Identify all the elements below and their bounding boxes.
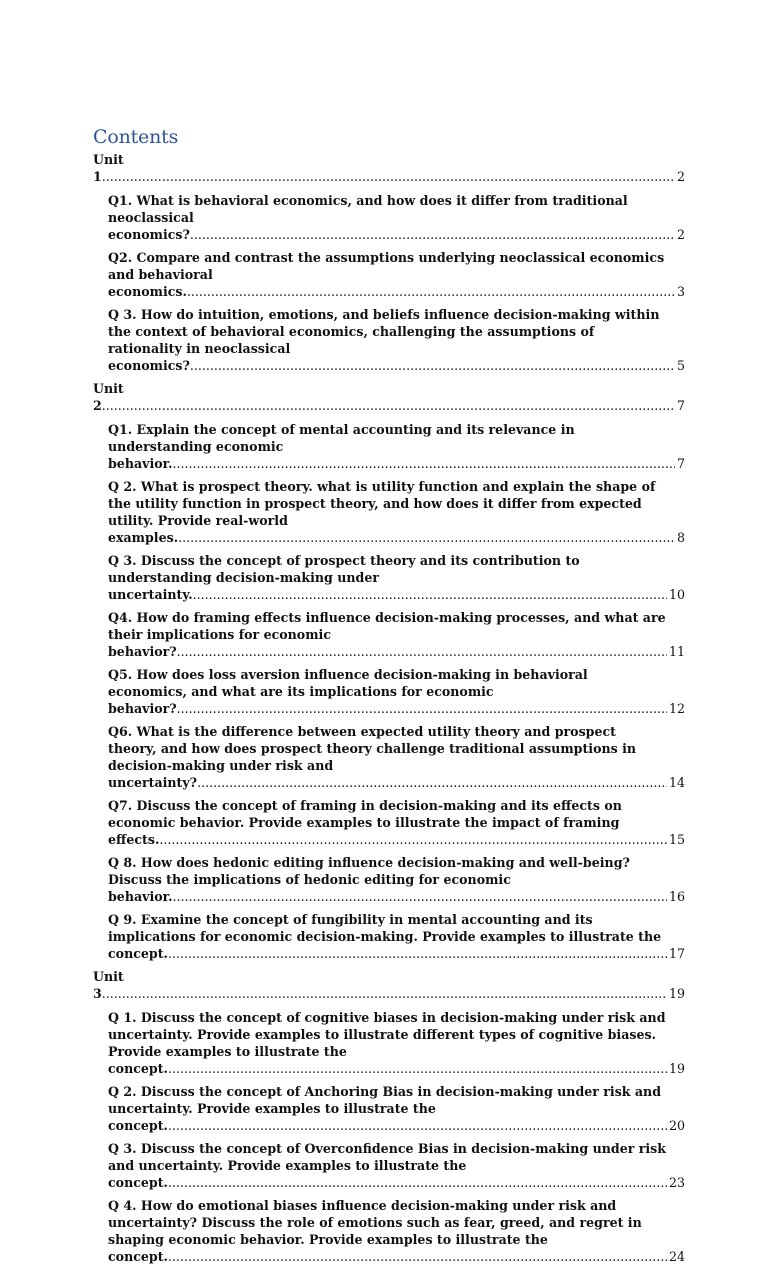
- toc-dot-leader: [193, 587, 685, 602]
- toc-entry-line: [108, 552, 685, 603]
- toc-entry-text: Q 1. Discuss the concept of cognitive biases in decision-making under risk and uncertainty. Provide examples to illustrate different types of cognitive biases. Provide examples to illustrate the concept.: [108, 1010, 666, 1076]
- toc-question-link[interactable]: [108, 192, 685, 243]
- toc-entry-line: [108, 1140, 685, 1191]
- toc-dot-leader: [173, 456, 686, 471]
- toc-unit-link[interactable]: [93, 968, 685, 1002]
- toc-entry-text: Q 3. Discuss the concept of Overconfidence Bias in decision-making under risk and uncertainty. Provide examples to illustrate the concept.: [108, 1141, 666, 1190]
- toc-dot-leader: [168, 1249, 685, 1264]
- toc-page-number: 15: [668, 832, 685, 847]
- toc-page-number: 7: [676, 456, 685, 471]
- toc-dot-leader: [177, 701, 685, 716]
- toc-question-link[interactable]: [108, 421, 685, 472]
- table-of-contents: [93, 151, 685, 1271]
- toc-page-number: 16: [668, 889, 685, 904]
- toc-page-number: 3: [676, 284, 685, 299]
- toc-question-link[interactable]: [108, 609, 685, 660]
- toc-entry-text: Unit 3: [93, 969, 124, 1001]
- toc-question-link[interactable]: [108, 552, 685, 603]
- toc-page-number: 10: [668, 587, 685, 602]
- toc-dot-leader: [190, 227, 685, 242]
- toc-dot-leader: [187, 284, 685, 299]
- toc-dot-leader: [168, 1061, 685, 1076]
- toc-entry-line: [93, 968, 685, 1002]
- toc-question-link[interactable]: [108, 1140, 685, 1191]
- toc-page-number: 19: [668, 1061, 685, 1076]
- toc-entry-text: Unit 1: [93, 152, 124, 184]
- toc-dot-leader: [168, 946, 685, 961]
- toc-unit-link[interactable]: [93, 151, 685, 185]
- toc-dot-leader: [159, 832, 685, 847]
- toc-question-link[interactable]: [108, 1197, 685, 1265]
- toc-dot-leader: [168, 1118, 685, 1133]
- toc-page-number: 2: [676, 227, 685, 242]
- toc-question-link[interactable]: [108, 911, 685, 962]
- toc-page-number: 11: [668, 644, 685, 659]
- toc-entry-text: Q 3. Discuss the concept of prospect theory and its contribution to understanding decision-making under uncertainty.: [108, 553, 580, 602]
- toc-entry-text: Q1. What is behavioral economics, and how does it differ from traditional neoclassical economics?: [108, 193, 628, 242]
- toc-entry-line: [108, 609, 685, 660]
- toc-page-number: 17: [668, 946, 685, 961]
- toc-entry-line: [108, 723, 685, 791]
- toc-unit-link[interactable]: [93, 380, 685, 414]
- toc-page-number: 5: [676, 358, 685, 373]
- toc-entry-line: [108, 421, 685, 472]
- toc-entry-text: Q2. Compare and contrast the assumptions underlying neoclassical economics and behavioral economics.: [108, 250, 665, 299]
- toc-entry-line: [108, 306, 685, 374]
- toc-dot-leader: [190, 358, 685, 373]
- toc-dot-leader: [102, 398, 685, 413]
- toc-question-link[interactable]: [108, 854, 685, 905]
- toc-entry-line: [108, 478, 685, 546]
- toc-entry-line: [108, 1197, 685, 1265]
- toc-entry-text: Q 3. How do intuition, emotions, and beliefs influence decision-making within the context of behavioral economics, challenging the assumptions of rationality in neoclassical economics?: [108, 307, 660, 373]
- toc-question-link[interactable]: [108, 666, 685, 717]
- toc-question-link[interactable]: [108, 478, 685, 546]
- toc-page-number: 14: [668, 775, 685, 790]
- toc-dot-leader: [197, 775, 685, 790]
- toc-page-number: 12: [668, 701, 685, 716]
- toc-entry-text: Q 4. How do emotional biases influence decision-making under risk and uncertainty? Discuss the role of emotions such as fear, greed, and regret in shaping economic behavior. Provide examples to illustrate the concept.: [108, 1198, 642, 1264]
- toc-entry-line: [93, 380, 685, 414]
- toc-entry-line: [93, 151, 685, 185]
- toc-question-link[interactable]: [108, 797, 685, 848]
- toc-entry-line: [108, 666, 685, 717]
- toc-dot-leader: [173, 889, 686, 904]
- toc-page-number: 7: [676, 398, 685, 413]
- toc-entry-text: Q4. How do framing effects influence decision-making processes, and what are their implications for economic behavior?: [108, 610, 666, 659]
- toc-entry-line: [108, 1009, 685, 1077]
- toc-entry-text: Q5. How does loss aversion influence decision-making in behavioral economics, and what are its implications for economic behavior?: [108, 667, 588, 716]
- toc-dot-leader: [168, 1175, 685, 1190]
- toc-entry-line: [108, 797, 685, 848]
- toc-question-link[interactable]: [108, 1083, 685, 1134]
- toc-entry-line: [108, 911, 685, 962]
- toc-page-number: 2: [676, 169, 685, 184]
- toc-entry-text: Q7. Discuss the concept of framing in decision-making and its effects on economic behavior. Provide examples to illustrate the impact of framing effects.: [108, 798, 622, 847]
- toc-dot-leader: [178, 530, 685, 545]
- toc-entry-text: Q 2. What is prospect theory. what is utility function and explain the shape of the utility function in prospect theory, and how does it differ from expected utility. Provide real-world examples.: [108, 479, 656, 545]
- toc-question-link[interactable]: [108, 249, 685, 300]
- toc-entry-text: Q6. What is the difference between expected utility theory and prospect theory, and how does prospect theory challenge traditional assumptions in decision-making under risk and uncertainty?: [108, 724, 637, 790]
- toc-page-number: 23: [668, 1175, 685, 1190]
- toc-entry-text: Unit 2: [93, 381, 124, 413]
- toc-entry-text: Q1. Explain the concept of mental accounting and its relevance in understanding economic behavior.: [108, 422, 575, 471]
- toc-dot-leader: [177, 644, 685, 659]
- toc-page-number: 8: [676, 530, 685, 545]
- toc-entry-line: [108, 854, 685, 905]
- toc-dot-leader: [102, 169, 685, 184]
- toc-page-number: 20: [668, 1118, 685, 1133]
- toc-entry-line: [108, 192, 685, 243]
- toc-question-link[interactable]: [108, 306, 685, 374]
- toc-entry-line: [108, 249, 685, 300]
- toc-entry-line: [108, 1083, 685, 1134]
- toc-question-link[interactable]: [108, 1009, 685, 1077]
- toc-entry-text: Q 2. Discuss the concept of Anchoring Bias in decision-making under risk and uncertainty. Provide examples to illustrate the concept.: [108, 1084, 662, 1133]
- toc-entry-text: Q 8. How does hedonic editing influence decision-making and well-being? Discuss the implications of hedonic editing for economic behavior.: [108, 855, 630, 904]
- toc-page-number: 24: [668, 1249, 685, 1264]
- toc-entry-text: Q 9. Examine the concept of fungibility in mental accounting and its implications for economic decision-making. Provide examples to illustrate the concept.: [108, 912, 662, 961]
- toc-page-number: 19: [668, 986, 685, 1001]
- toc-title: Contents: [93, 126, 179, 148]
- toc-dot-leader: [102, 986, 685, 1001]
- toc-question-link[interactable]: [108, 723, 685, 791]
